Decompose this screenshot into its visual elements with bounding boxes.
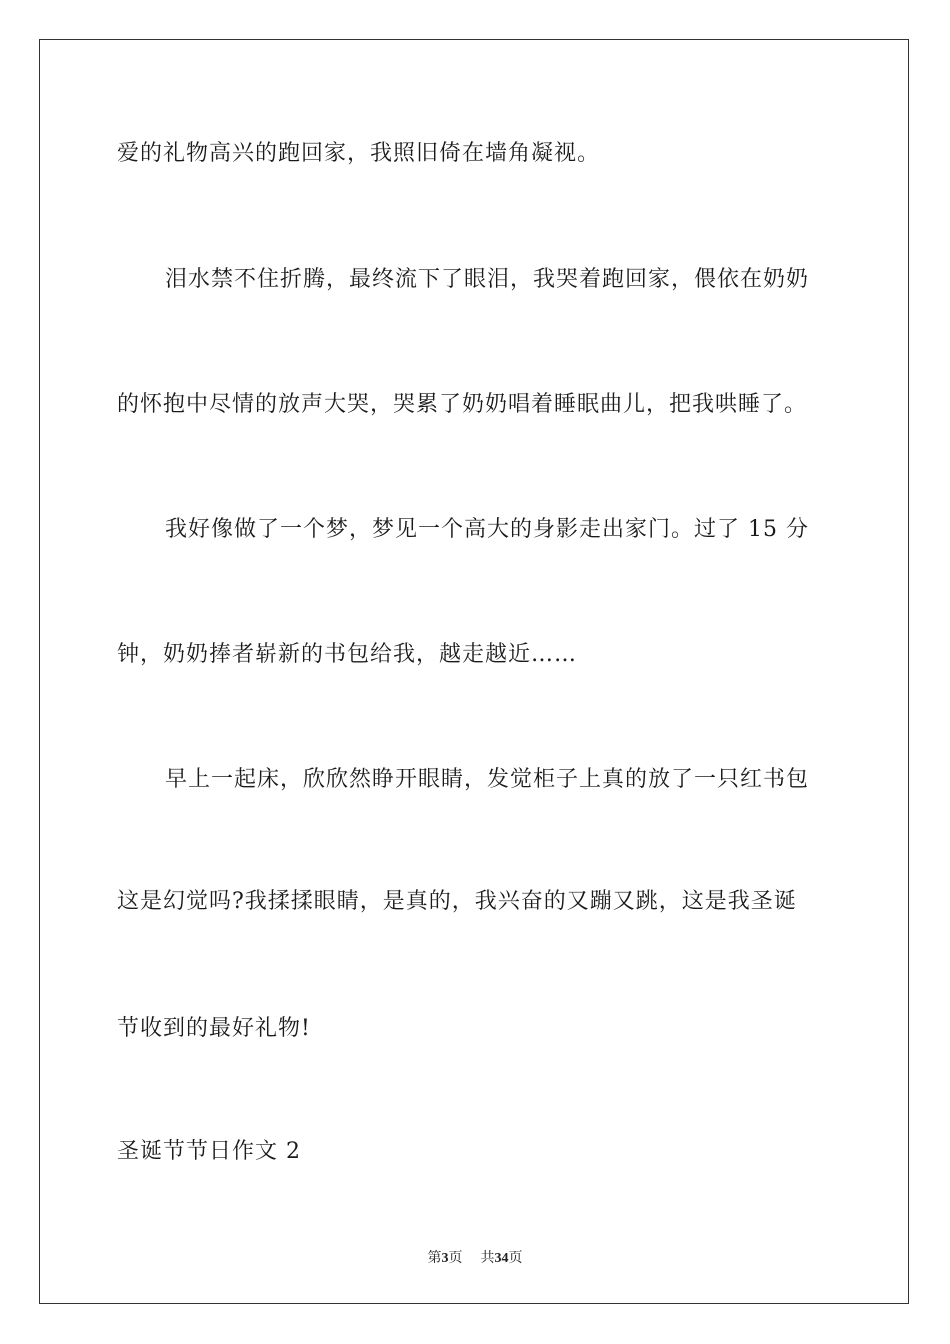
footer-total-suffix: 页 bbox=[508, 1250, 523, 1266]
page-border bbox=[39, 39, 909, 1304]
section-heading: 圣诞节节日作文 2 bbox=[117, 1139, 301, 1164]
footer-total-pages: 34 bbox=[494, 1251, 509, 1266]
body-line-8: 节收到的最好礼物! bbox=[117, 1016, 311, 1041]
body-line-4: 我好像做了一个梦，梦见一个高大的身影走出家门。过了 15 分 bbox=[165, 517, 809, 542]
footer-total-prefix: 共 bbox=[480, 1250, 495, 1266]
body-line-3: 的怀抱中尽情的放声大哭，哭累了奶奶唱着睡眠曲儿，把我哄睡了。 bbox=[117, 392, 808, 417]
footer-page-suffix: 页 bbox=[448, 1250, 463, 1266]
page-footer bbox=[0, 1247, 950, 1267]
body-line-1: 爱的礼物高兴的跑回家，我照旧倚在墙角凝视。 bbox=[117, 141, 601, 166]
body-line-7: 这是幻觉吗?我揉揉眼睛，是真的，我兴奋的又蹦又跳，这是我圣诞 bbox=[117, 889, 797, 914]
footer-page-number: 3 bbox=[441, 1251, 449, 1266]
body-line-6: 早上一起床，欣欣然睁开眼睛，发觉柜子上真的放了一只红书包 bbox=[165, 767, 810, 792]
footer-page-prefix: 第 bbox=[427, 1250, 442, 1266]
body-line-5: 钟，奶奶捧者崭新的书包给我，越走越近…… bbox=[117, 642, 578, 667]
body-line-2: 泪水禁不住折腾，最终流下了眼泪，我哭着跑回家，偎依在奶奶 bbox=[165, 267, 810, 292]
